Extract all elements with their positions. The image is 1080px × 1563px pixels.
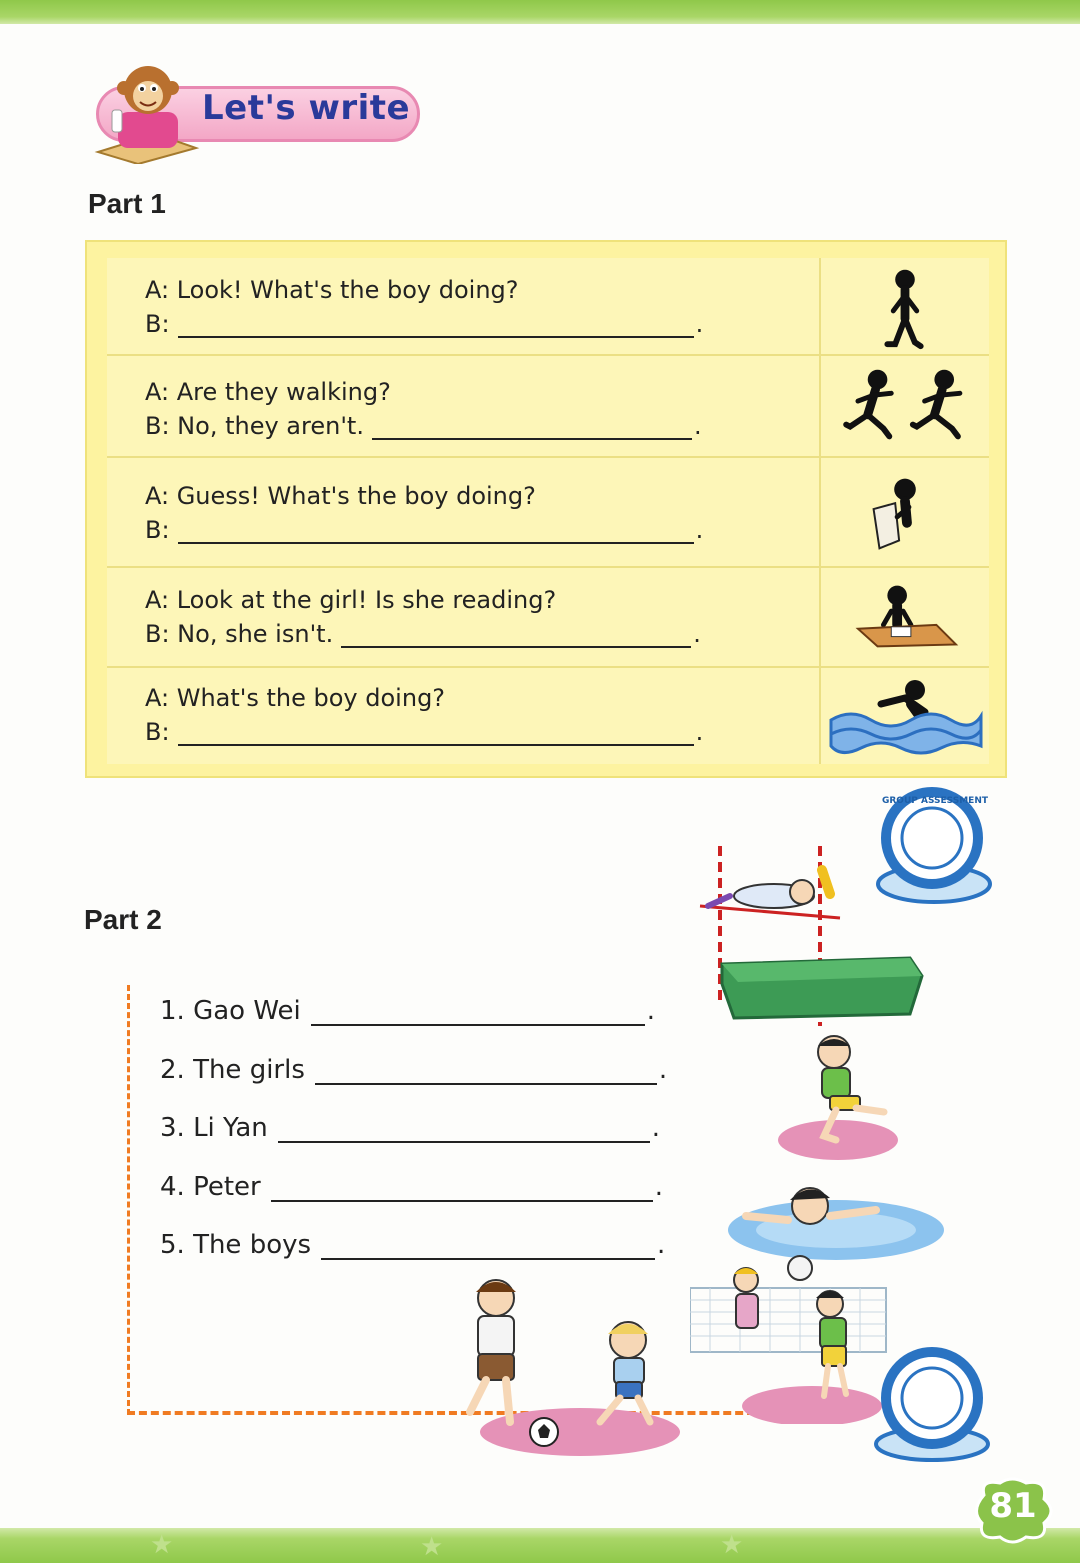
table-row: A: Guess! What's the boy doing? B: . (107, 458, 989, 568)
list-item: 3. Li Yan . (160, 1113, 661, 1143)
writing-figure-icon (821, 568, 989, 666)
swimming-figure-icon (821, 668, 989, 764)
answer-b-label: B: (145, 516, 170, 544)
list-item: 5. The boys . (160, 1230, 666, 1260)
item-label: 5. The boys (160, 1230, 312, 1260)
high-jump-illustration (690, 840, 930, 1030)
answer-blank[interactable] (311, 1000, 645, 1026)
item-label: 3. Li Yan (160, 1113, 268, 1143)
page-title: Let's write (202, 88, 411, 128)
part1-table (85, 240, 1007, 778)
running-girl-illustration (776, 1032, 900, 1162)
star-decoration: ★ (150, 1530, 174, 1560)
answer-b-label: B: No, she isn't. (145, 620, 334, 648)
football-boys-illustration (440, 1272, 690, 1462)
volleyball-illustration (690, 1254, 890, 1424)
walking-figure-icon (821, 258, 989, 354)
item-label: 2. The girls (160, 1055, 305, 1085)
answer-blank[interactable] (278, 1117, 650, 1143)
table-row: A: What's the boy doing? B: . (107, 668, 989, 764)
answer-blank[interactable] (315, 1059, 657, 1085)
item-label: 1. Gao Wei (160, 996, 301, 1026)
swimming-boy-illustration (726, 1176, 946, 1266)
answer-blank[interactable] (178, 722, 694, 746)
answer-b-label: B: No, they aren't. (145, 412, 364, 440)
table-row: A: Are they walking? B: No, they aren't. . (107, 356, 989, 458)
answer-blank[interactable] (321, 1234, 655, 1260)
question-a: A: Guess! What's the boy doing? (145, 482, 536, 510)
item-label: 4. Peter (160, 1172, 261, 1202)
question-a: A: Are they walking? (145, 378, 391, 406)
star-decoration: ★ (420, 1532, 444, 1562)
question-a: A: Look at the girl! Is she reading? (145, 586, 557, 614)
page-number: 81 (989, 1486, 1037, 1526)
answer-blank[interactable] (372, 416, 692, 440)
list-item: 4. Peter . (160, 1172, 663, 1202)
star-decoration: ★ (720, 1530, 744, 1560)
answer-blank[interactable] (341, 624, 691, 648)
badge-text: GROUP ASSESSMENT (881, 796, 988, 806)
list-item: 1. Gao Wei . (160, 996, 655, 1026)
list-item: 2. The girls . (160, 1055, 668, 1085)
part2-title: Part 2 (84, 904, 162, 935)
monkey-mascot-icon (92, 52, 202, 164)
answer-blank[interactable] (271, 1176, 653, 1202)
answer-blank[interactable] (178, 314, 694, 338)
question-a: A: Look! What's the boy doing? (145, 276, 519, 304)
group-assessment-badge-icon (872, 1344, 992, 1464)
reading-figure-icon (821, 458, 989, 566)
running-figures-icon (821, 356, 989, 456)
answer-b-label: B: (145, 718, 170, 746)
top-green-band (0, 0, 1080, 24)
table-row: A: Look at the girl! Is she reading? B: No, she isn't. . (107, 568, 989, 668)
table-row: A: Look! What's the boy doing? B: . (107, 258, 989, 356)
question-a: A: What's the boy doing? (145, 684, 446, 712)
part1-title: Part 1 (88, 188, 166, 219)
answer-blank[interactable] (178, 520, 694, 544)
answer-b-label: B: (145, 310, 170, 338)
